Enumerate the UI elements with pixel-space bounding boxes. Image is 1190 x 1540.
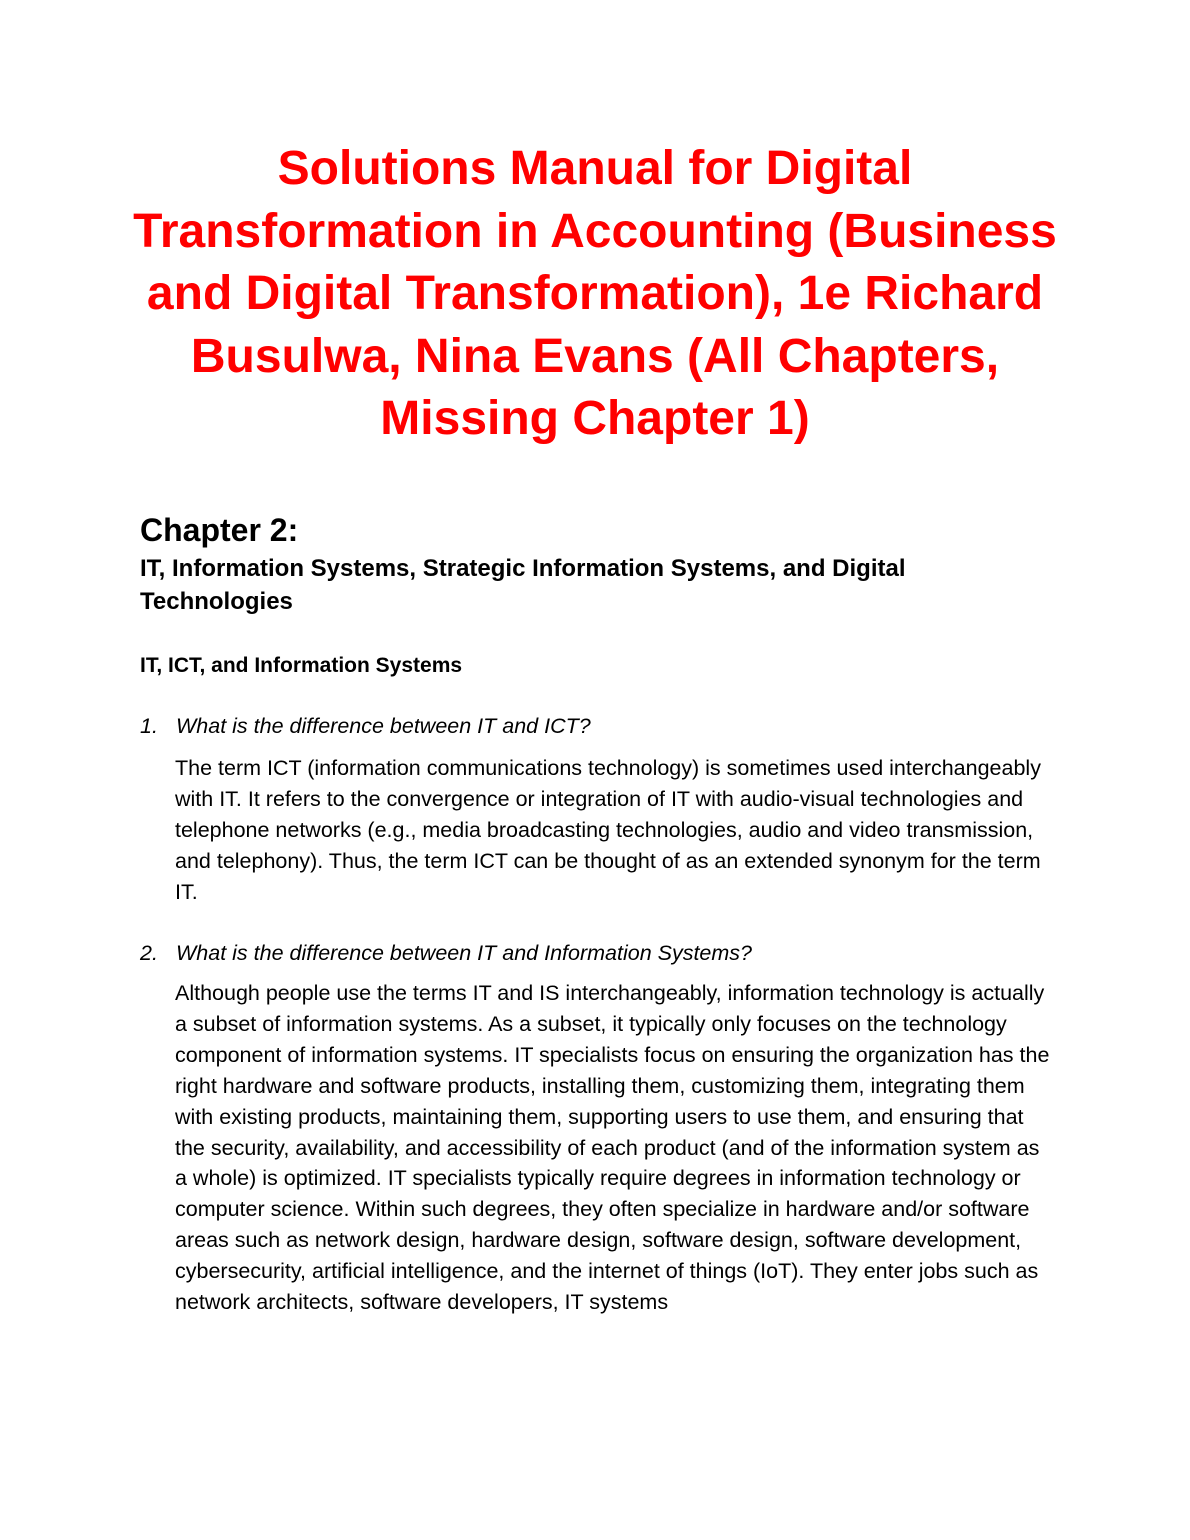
question-2-number: 2. xyxy=(140,941,158,965)
document-title: Solutions Manual for Digital Transformation in Accounting (Business and Digital Transformation), 1e Richard Busulwa, Nina Evans (All Chapters, Missing Chapter 1) xyxy=(133,142,1057,445)
section-heading: IT, ICT, and Information Systems xyxy=(140,654,463,677)
chapter-subtitle: IT, Information Systems, Strategic Information Systems, and Digital Technologies xyxy=(140,555,906,615)
answer-2: Although people use the terms IT and IS interchangeably, information technology is actually a subset of information systems. As a subset, it typically only focuses on the technology component of information systems. IT specialists focus on ensuring the organization has the right hardware and software products, installing them, customizing them, integrating them with existing products, maintaining them, supporting users to use them, and ensuring that the security, availability, and accessibility of each product (and of the information system as a whole) is optimized. IT specialists typically require degrees in information technology or computer science. Within such degrees, they often specialize in hardware and/or software areas such as network design, hardware design, software design, software development, cybersecurity, artificial intelligence, and the internet of things (IoT). They enter jobs such as network architects, software developers, IT systems xyxy=(175,981,1050,1315)
question-2-text: What is the difference between IT and Information Systems? xyxy=(176,941,753,965)
answer-1: The term ICT (information communications technology) is sometimes used interchangeably with IT. It refers to the convergence or integration of IT with audio-visual technologies and telephone networks (e.g., media broadcasting technologies, audio and video transmission, and telephony). Thus, the term ICT can be thought of as an extended synonym for the term IT. xyxy=(175,756,1041,904)
question-1-text: What is the difference between IT and ICT? xyxy=(176,714,591,738)
chapter-heading: Chapter 2: xyxy=(140,512,299,548)
question-1-number: 1. xyxy=(140,714,158,738)
question-2 xyxy=(140,937,752,969)
question-1 xyxy=(140,710,591,742)
